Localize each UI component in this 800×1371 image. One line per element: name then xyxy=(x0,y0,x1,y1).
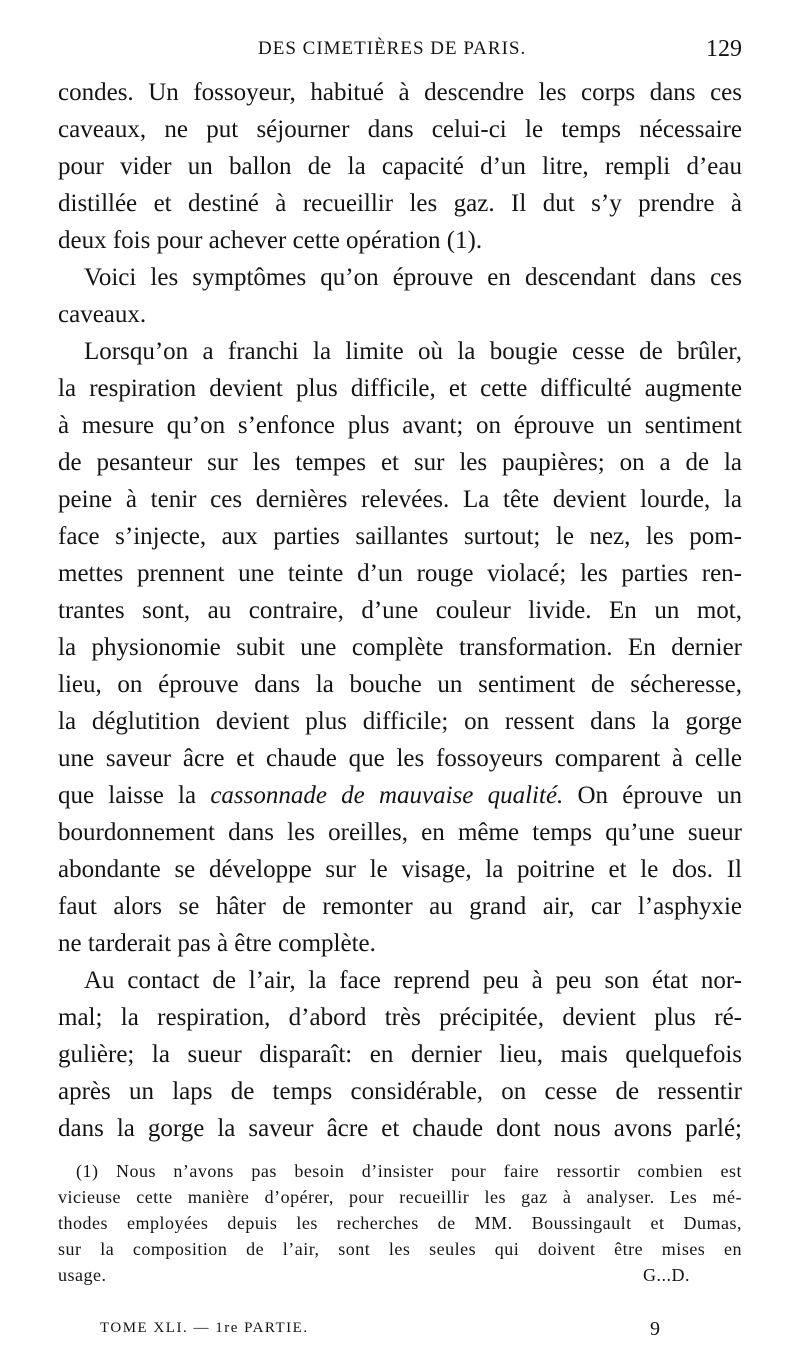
text-line: ne tarderait pas à être complète. xyxy=(58,930,376,957)
footnote-signature: G...D. xyxy=(643,1265,690,1285)
text-line: la physionomie subit une complète transformation. En dernier xyxy=(58,634,742,661)
text-line: une saveur âcre et chaude que les fossoyeurs comparent à celle xyxy=(58,745,742,772)
text-line: caveaux, ne put séjourner dans celui-ci le temps nécessaire xyxy=(58,116,742,143)
body-text xyxy=(58,74,742,1147)
footnote xyxy=(58,1158,742,1288)
italic-phrase: cassonnade de mauvaise qualité. xyxy=(210,782,564,809)
text-line: de pesanteur sur les tempes et sur les paupières; on a de la xyxy=(58,449,742,476)
text-line: faut alors se hâter de remonter au grand air, car l’asphyxie xyxy=(58,893,742,920)
text-line: trantes sont, au contraire, d’une couleur livide. En un mot, xyxy=(58,597,742,624)
text-line: à mesure qu’on s’enfonce plus avant; on éprouve un sentiment xyxy=(58,412,742,439)
footnote-line: vicieuse cette manière d’opérer, pour recueillir les gaz à analyser. Les mé- xyxy=(58,1187,742,1207)
text-line: face s’injecte, aux parties saillantes surtout; le nez, les pom- xyxy=(58,523,742,550)
text-line: bourdonnement dans les oreilles, en même temps qu’une sueur xyxy=(58,819,742,846)
text-run: On éprouve un xyxy=(563,782,742,809)
signature-mark: 9 xyxy=(650,1318,660,1340)
text-line: la respiration devient plus difficile, et cette difficulté augmente xyxy=(58,375,742,402)
text-line: distillée et destiné à recueillir les gaz. Il dut s’y prendre à xyxy=(58,190,742,217)
text-line: gulière; la sueur disparaît: en dernier lieu, mais quelquefois xyxy=(58,1041,742,1068)
text-line: Au contact de l’air, la face reprend peu à peu son état nor- xyxy=(84,967,742,994)
text-line: la déglutition devient plus difficile; on ressent dans la gorge xyxy=(58,708,742,735)
text-line: Voici les symptômes qu’on éprouve en descendant dans ces xyxy=(84,264,742,291)
text-run: que laisse la xyxy=(58,782,211,809)
text-line: après un laps de temps considérable, on cesse de ressentir xyxy=(58,1078,742,1105)
text-line: condes. Un fossoyeur, habitué à descendre les corps dans ces xyxy=(58,79,742,106)
text-line: caveaux. xyxy=(58,301,147,328)
volume-label: TOME XLI. — 1re PARTIE. xyxy=(100,1320,309,1336)
running-head xyxy=(58,34,742,74)
footnote-last-line xyxy=(58,1262,742,1288)
footnote-line: usage. xyxy=(58,1265,107,1285)
running-title: DES CIMETIÈRES DE PARIS. xyxy=(258,38,527,59)
page-footer xyxy=(100,1318,660,1348)
text-line: lieu, on éprouve dans la bouche un sentiment de sécheresse, xyxy=(58,671,742,698)
text-line: pour vider un ballon de la capacité d’un litre, rempli d’eau xyxy=(58,153,742,180)
footnote-line: (1) Nous n’avons pas besoin d’insister pour faire ressortir combien est xyxy=(76,1161,742,1181)
text-line: Lorsqu’on a franchi la limite où la bougie cesse de brûler, xyxy=(84,338,742,365)
page-number: 129 xyxy=(706,36,742,62)
footnote-line: sur la composition de l’air, sont les seules qui doivent être mises en xyxy=(58,1239,742,1259)
text-line: mettes prennent une teinte d’un rouge violacé; les parties ren- xyxy=(58,560,742,587)
footnote-line: thodes employées depuis les recherches de MM. Boussingault et Dumas, xyxy=(58,1213,742,1233)
text-line: mal; la respiration, d’abord très précipitée, devient plus ré- xyxy=(58,1004,742,1031)
text-line: abondante se développe sur le visage, la poitrine et le dos. Il xyxy=(58,856,742,883)
text-line: dans la gorge la saveur âcre et chaude dont nous avons parlé; xyxy=(58,1115,742,1142)
text-line-with-italic xyxy=(58,777,742,814)
text-line: deux fois pour achever cette opération (1). xyxy=(58,227,483,254)
text-line: peine à tenir ces dernières relevées. La tête devient lourde, la xyxy=(58,486,742,513)
